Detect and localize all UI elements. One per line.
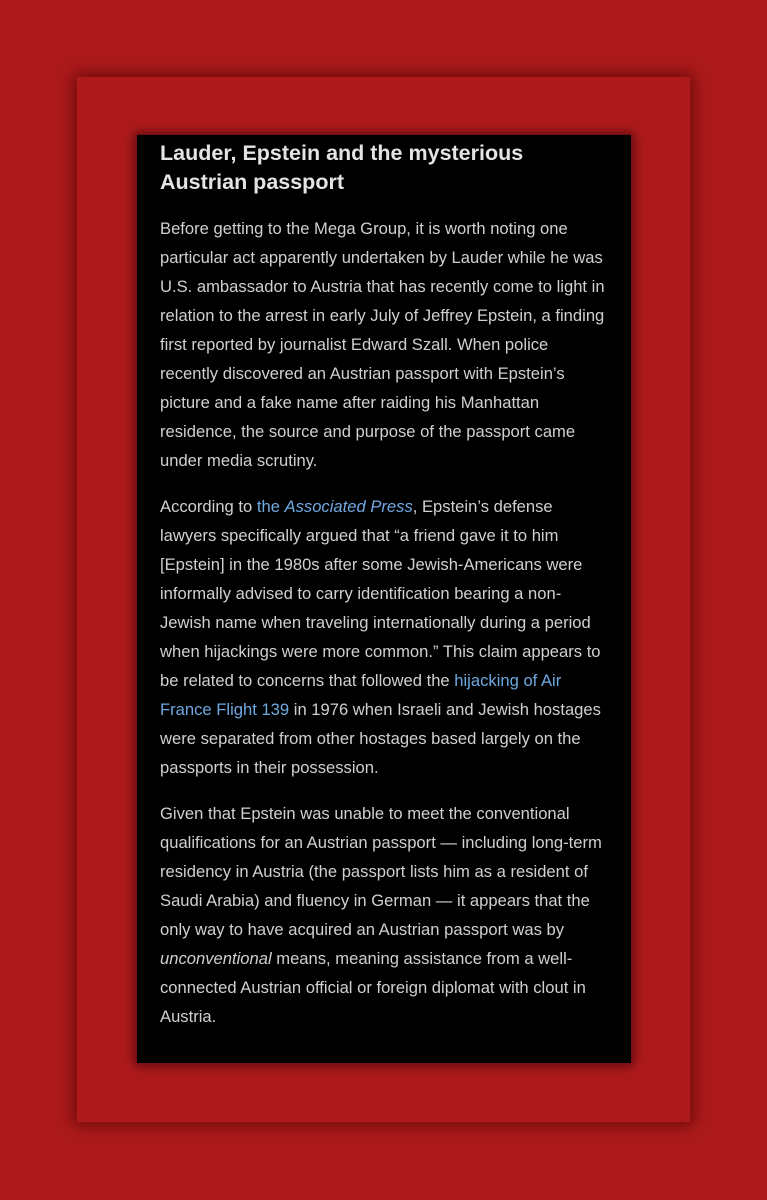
article-title: Lauder, Epstein and the mysterious Austrian passport xyxy=(160,141,524,194)
link-text-em: Associated Press xyxy=(284,497,413,516)
paragraph-1: Before getting to the Mega Group, it is worth noting one particular act apparently undertaken by Lauder while he was U.S. ambassador to Austria that has recently come to light in relation to the arrest in early July of Jeffrey Epstein, a finding first reported by journalist Edward Szall. When police recently discovered an Austrian passport with Epstein’s picture and a fake name after raiding his Manhattan residence, the source and purpose of the passport came under media scrutiny. xyxy=(160,219,605,470)
air-france-flight-link[interactable]: hijacking of Air France Flight 139 xyxy=(160,671,562,719)
paragraph-3 xyxy=(160,799,609,1031)
link-text: the xyxy=(256,497,285,516)
article-card xyxy=(137,135,631,1063)
paragraph-2 xyxy=(160,492,609,782)
text: , Epstein’s defense lawyers specifically argued that “a friend gave it to him [Epstein] in the 1980s after some Jewish-Americans were informally advised to carry identification bearing a non-Jewish name when traveling internationally during a period when hijackings were more common.” This claim appears to be related to concerns that followed the xyxy=(160,497,601,690)
text: According to xyxy=(160,497,257,516)
emphasis: unconventional xyxy=(160,949,272,968)
associated-press-link[interactable] xyxy=(257,497,413,516)
text: means, meaning assistance from a well-connected Austrian official or foreign diplomat with clout in Austria. xyxy=(160,949,586,1026)
text: Given that Epstein was unable to meet the conventional qualifications for an Austrian passport — including long-term residency in Austria (the passport lists him as a resident of Saudi Arabia) and fluency in German — it appears that the only way to have acquired an Austrian passport was by xyxy=(160,804,602,939)
text: in 1976 when Israeli and Jewish hostages were separated from other hostages based largely on the passports in their possession. xyxy=(160,700,601,777)
